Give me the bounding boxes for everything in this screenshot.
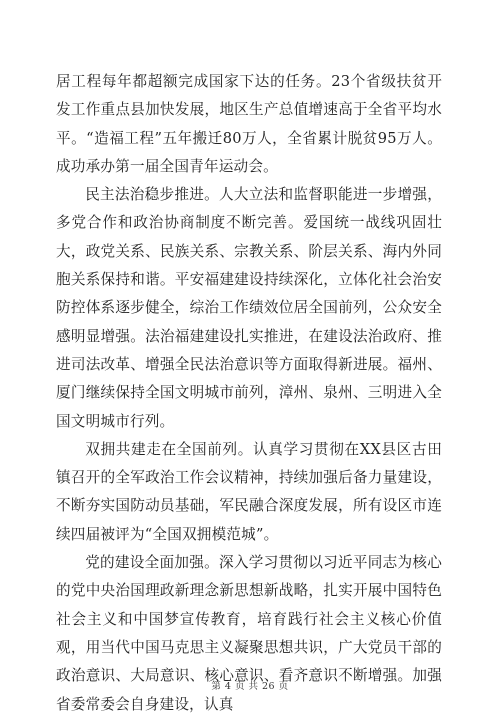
paragraph-democracy-rule-of-law: 民主法治稳步推进。人大立法和监督职能进一步增强，多党合作和政治协商制度不断完善。爱国统一战线巩固壮大，政党关系、民族关系、宗教关系、阶层关系、海内外同胞关系保持和谐。平安福建建设持续深化，立体化社会治安防控体系逐步健全，综治工作绩效位居全国前列，公众安全感明显增强。法治福建建设扎实推进，在建设法治政府、推进司法改革、增强全民法治意识等方面取得新进展。福州、厦门继续保持全国文明城市前列，漳州、泉州、三明进入全国文明城市行列。 <box>56 186 442 430</box>
page-number-footer: 第 4 页 共 26 页 <box>211 681 289 692</box>
paragraph-party-building: 党的建设全面加强。深入学习贯彻以习近平同志为核心的党中央治国理政新理念新思想新战略，扎实开展中国特色社会主义和中国梦宣传教育，培育践行社会主义核心价值观，用当代中国马克思主义凝聚思想共识，广大党员干部的政治意识、大局意识、核心意识、看齐意识不断增强。加强省委常委会自身建设，认真 <box>56 554 442 713</box>
document-body <box>56 68 442 719</box>
paragraph-military-civilian: 双拥共建走在全国前列。认真学习贯彻在XX县区古田镇召开的全军政治工作会议精神，持续加强后备力量建设，不断夯实国防动员基础，军民融合深度发展，所有设区市连续四届被评为“全国双拥模范城”。 <box>56 440 442 543</box>
paragraph-continuation: 居工程每年都超额完成国家下达的任务。23个省级扶贫开发工作重点县加快发展，地区生产总值增速高于全省平均水平。“造福工程”五年搬迁80万人，全省累计脱贫95万人。成功承办第一届全国青年运动会。 <box>56 73 442 175</box>
